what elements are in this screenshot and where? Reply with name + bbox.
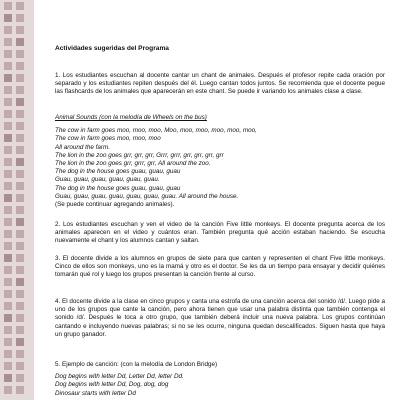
binder-square xyxy=(16,362,24,370)
chant-line: The dog in the house goes guau, guau, guau xyxy=(55,168,181,176)
binder-strip xyxy=(0,0,34,400)
binder-square xyxy=(16,350,24,358)
binder-square xyxy=(4,158,12,166)
binder-square xyxy=(16,302,24,310)
binder-square xyxy=(4,74,12,82)
binder-square xyxy=(4,62,12,70)
chant-note: (Se puede continuar agregando animales). xyxy=(55,201,175,209)
chant-line: The cow in farm goes moo, moo, moo, Moo, moo, moo, moo, moo, moo, xyxy=(55,127,257,135)
binder-square xyxy=(16,386,24,394)
binder-square xyxy=(4,326,12,334)
binder-square xyxy=(16,290,24,298)
binder-square xyxy=(4,362,12,370)
binder-square xyxy=(4,242,12,250)
binder-square xyxy=(16,26,24,34)
binder-square xyxy=(4,146,12,154)
chant-line: The lion in the zoo goes grr, grr, grr, Grrr, grrr, grr, grr, grr, grr xyxy=(55,151,224,159)
binder-square xyxy=(16,14,24,22)
chant-line: Guau, guau, guau, guau, guau, guau. xyxy=(55,176,160,184)
binder-square xyxy=(4,182,12,190)
binder-square xyxy=(16,62,24,70)
document-page xyxy=(55,0,385,400)
activity-5-intro: 5. Ejemplo de canción: (con la melodía de London Bridge) xyxy=(55,361,218,368)
binder-square xyxy=(4,2,12,10)
binder-square xyxy=(16,254,24,262)
binder-square xyxy=(4,314,12,322)
chant-block xyxy=(55,114,385,209)
binder-square xyxy=(4,266,12,274)
binder-square xyxy=(16,326,24,334)
binder-square xyxy=(16,218,24,226)
binder-square xyxy=(16,98,24,106)
chant-heading: Animal Sounds (con la melodía de Wheels on the bus) xyxy=(55,114,207,121)
binder-holes xyxy=(4,2,24,394)
binder-square xyxy=(16,134,24,142)
binder-square xyxy=(4,254,12,262)
chant-line: Guau, guau, guau, guau, guau, guau, guau. All around the house. xyxy=(55,192,239,200)
activity-1: 1. Los estudiantes escuchan al docente cantar un chant de animales. Después el profesor repite cada oración por separado y los estudiantes repiten después del él. Luego cantan todos juntos. Se recomienda que el docente pegue las flashcards de los animales que aparecerán en este chant. Se puede ir variando los animales clase a clase. xyxy=(55,72,385,96)
binder-square xyxy=(4,206,12,214)
song-line: Dinosaur starts with letter Dd xyxy=(55,389,136,397)
binder-square xyxy=(4,278,12,286)
binder-square xyxy=(4,230,12,238)
binder-square xyxy=(16,242,24,250)
binder-square xyxy=(4,50,12,58)
binder-square xyxy=(4,338,12,346)
binder-square xyxy=(16,158,24,166)
chant-line: The cow in farm goes moo, moo, moo xyxy=(55,135,161,143)
song-line: Dog begins with letter Dd, Dog, dog, dog xyxy=(55,381,169,389)
binder-square xyxy=(4,194,12,202)
activity-3: 3. El docente divide a los alumnos en grupos de siete para que canten y representen el chant Five little monkeys. Cinco de ellos son monkeys, uno es la mamá y otro es el doctor. Se les da un tiempo para ensayar y decidir quiénes tomarán qué rol y luego los grupos presentan la canción frente al curso. xyxy=(55,255,385,279)
binder-square xyxy=(4,350,12,358)
chant-line: All around the farm. xyxy=(55,143,110,151)
binder-square xyxy=(4,218,12,226)
binder-square xyxy=(4,374,12,382)
chant-line: The dog in the house goes guau, guau, guau xyxy=(55,184,181,192)
binder-square xyxy=(4,86,12,94)
binder-square xyxy=(4,110,12,118)
binder-square xyxy=(4,170,12,178)
binder-square xyxy=(16,170,24,178)
activity-5 xyxy=(55,361,385,398)
binder-square xyxy=(16,182,24,190)
binder-square xyxy=(16,338,24,346)
binder-square xyxy=(16,50,24,58)
binder-square xyxy=(4,134,12,142)
binder-square xyxy=(16,146,24,154)
binder-square xyxy=(16,374,24,382)
binder-square xyxy=(4,98,12,106)
binder-square xyxy=(16,266,24,274)
binder-square xyxy=(16,278,24,286)
activity-2: 2. Los estudiantes escuchan y ven el video de la canción Five little monkeys. El docente pregunta acerca de los animales aparecen en el video y cuántos eran. También pregunta qué acción estaban haciendo. Se escucha nuevamente el chant y los alumnos cantan y saltan. xyxy=(55,221,385,245)
binder-square xyxy=(16,38,24,46)
binder-square xyxy=(4,302,12,310)
binder-square xyxy=(16,314,24,322)
binder-square xyxy=(4,38,12,46)
binder-square xyxy=(4,26,12,34)
binder-square xyxy=(4,290,12,298)
binder-square xyxy=(16,74,24,82)
binder-square xyxy=(16,194,24,202)
binder-square xyxy=(16,206,24,214)
activity-4: 4. El docente divide a la clase en cinco grupos y canta una estrofa de una canción acerca del sonido /d/. Luego pide a uno de los grupos que cante la canción, pero ahora tienen que usar una palabra distinta que también contenga el sonido /d/. Después le toca a otro grupo, que también deberá incluir una nueva palabra. Los grupos continúan cantando e incluyendo nuevas palabras; si no se les ocurre, ninguna quedan descalificados. Siguen hasta que haya un grupo ganador. xyxy=(55,298,385,338)
binder-square xyxy=(4,14,12,22)
binder-square xyxy=(16,2,24,10)
page-title: Actividades sugeridas del Programa xyxy=(55,45,169,52)
song-line: Dog begins with letter Dd, Letter Dd, letter Dd. xyxy=(55,373,184,381)
binder-square xyxy=(4,386,12,394)
binder-square xyxy=(4,122,12,130)
binder-square xyxy=(16,122,24,130)
binder-square xyxy=(16,230,24,238)
binder-square xyxy=(16,86,24,94)
binder-square xyxy=(16,110,24,118)
chant-line: The lion in the zoo goes grr, grrr, grr, All around the zoo. xyxy=(55,160,211,168)
